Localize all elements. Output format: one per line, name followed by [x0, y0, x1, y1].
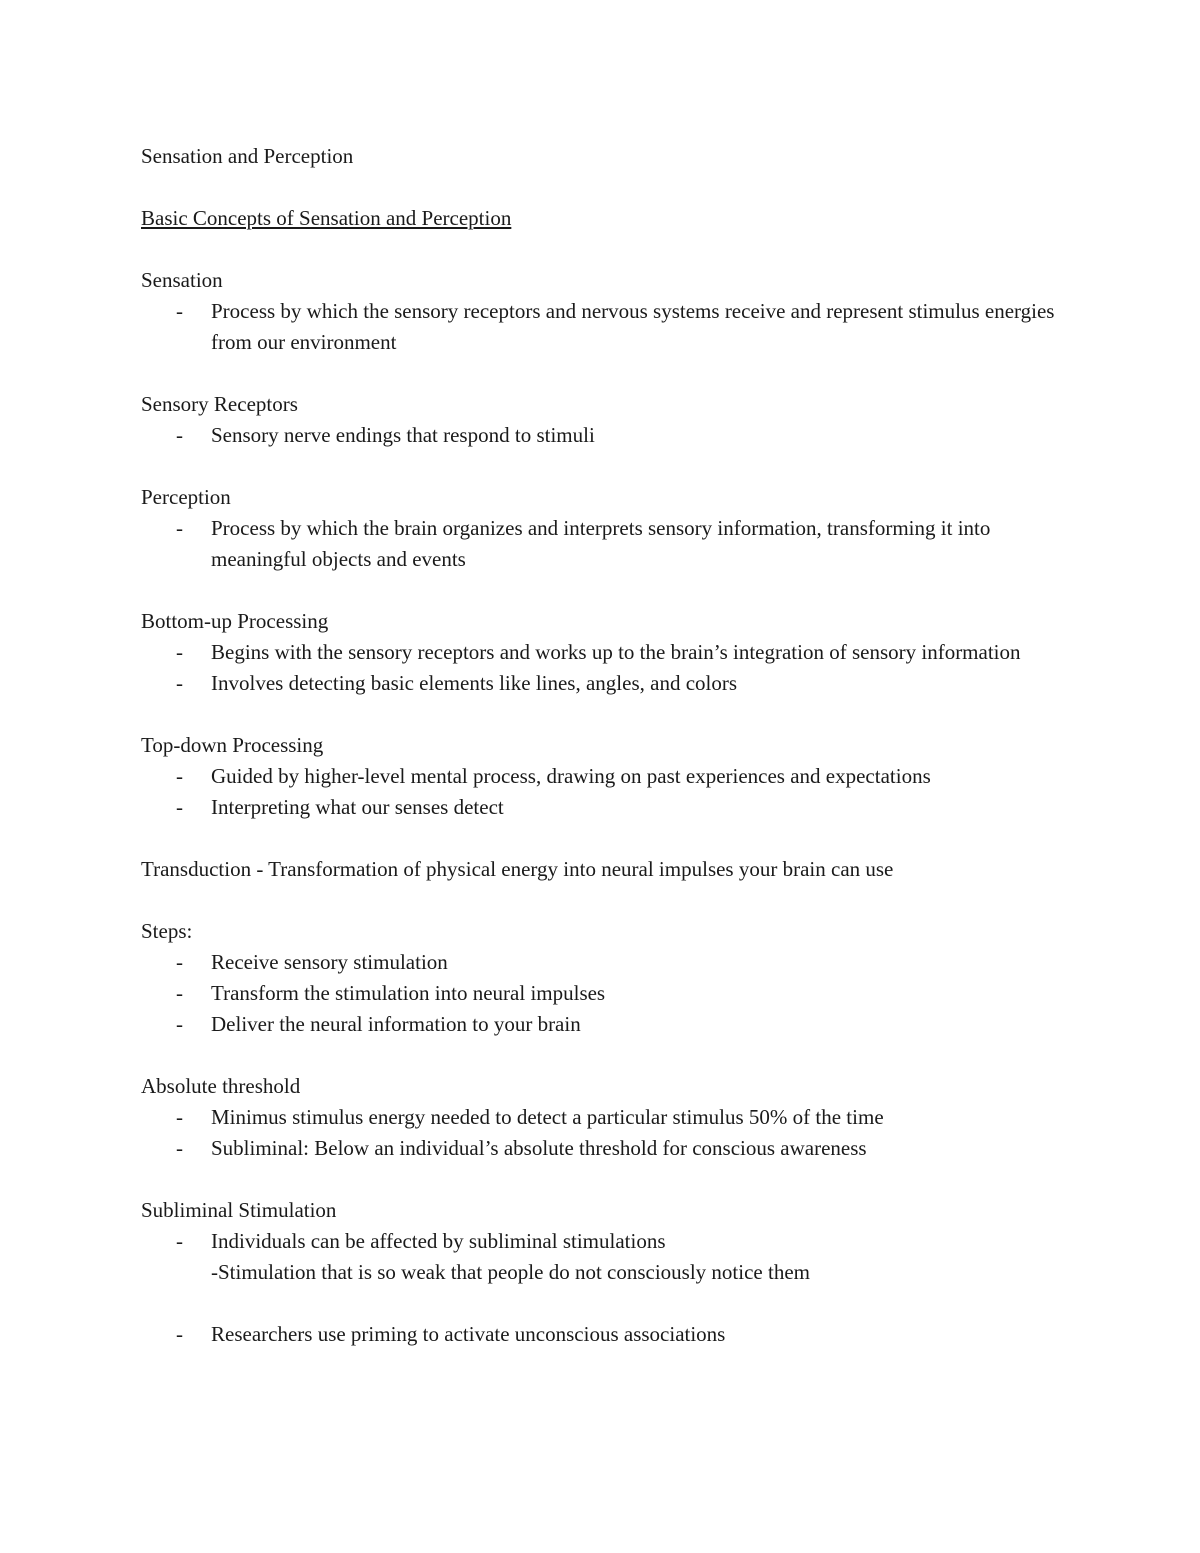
list-item: [141, 1319, 1061, 1350]
term-absolute-threshold: Absolute threshold: [141, 1074, 301, 1098]
bullet-text: Begins with the sensory receptors and works up to the brain’s integration of sensory information: [211, 640, 1021, 664]
list-item: [141, 296, 1061, 358]
bullet-dash: -: [176, 764, 183, 788]
list-item: [141, 420, 1061, 451]
bullet-text: Sensory nerve endings that respond to stimuli: [211, 423, 595, 447]
bullet-text: Researchers use priming to activate unconscious associations: [211, 1322, 726, 1346]
list-item: [141, 978, 1061, 1009]
bullet-text: Receive sensory stimulation: [211, 950, 448, 974]
sub-note: -Stimulation that is so weak that people do not consciously notice them: [211, 1260, 810, 1284]
term-steps: Steps:: [141, 919, 193, 943]
document-page: [141, 141, 1061, 1350]
term-sensory-receptors: Sensory Receptors: [141, 392, 298, 416]
bullet-dash: -: [176, 423, 183, 447]
list-item: [141, 1009, 1061, 1040]
section-heading: Basic Concepts of Sensation and Perception: [141, 206, 512, 230]
bullet-text: Individuals can be affected by subliminal stimulations: [211, 1229, 666, 1253]
list-item: [141, 1133, 1061, 1164]
bullet-dash: -: [176, 516, 183, 540]
list-item: [141, 1102, 1061, 1133]
bullet-dash: -: [176, 1136, 183, 1160]
bullet-text: Subliminal: Below an individual’s absolute threshold for conscious awareness: [211, 1136, 867, 1160]
bullet-text: Process by which the sensory receptors and nervous systems receive and represent stimulus energies from our environment: [211, 299, 1055, 354]
document-title: Sensation and Perception: [141, 144, 354, 168]
bullet-text: Minimus stimulus energy needed to detect a particular stimulus 50% of the time: [211, 1105, 884, 1129]
list-item: [141, 513, 1061, 575]
list-item: [141, 1226, 1061, 1257]
bullet-dash: -: [176, 299, 183, 323]
bullet-dash: -: [176, 1229, 183, 1253]
list-item: [141, 668, 1061, 699]
bullet-text: Involves detecting basic elements like lines, angles, and colors: [211, 671, 738, 695]
list-item: [141, 637, 1061, 668]
bullet-text: Interpreting what our senses detect: [211, 795, 504, 819]
list-item: [141, 761, 1061, 792]
bullet-dash: -: [176, 1105, 183, 1129]
bullet-text: Guided by higher-level mental process, drawing on past experiences and expectations: [211, 764, 931, 788]
list-item: [141, 947, 1061, 978]
term-perception: Perception: [141, 485, 231, 509]
term-top-down-processing: Top-down Processing: [141, 733, 324, 757]
term-sensation: Sensation: [141, 268, 223, 292]
bullet-dash: -: [176, 981, 183, 1005]
transduction-definition: Transduction - Transformation of physical energy into neural impulses your brain can use: [141, 857, 894, 881]
bullet-text: Transform the stimulation into neural impulses: [211, 981, 606, 1005]
bullet-dash: -: [176, 795, 183, 819]
bullet-dash: -: [176, 1322, 183, 1346]
bullet-text: Process by which the brain organizes and interprets sensory information, transforming it into meaningful objects and events: [211, 516, 991, 571]
list-item: [141, 792, 1061, 823]
bullet-dash: -: [176, 1012, 183, 1036]
bullet-text: Deliver the neural information to your brain: [211, 1012, 581, 1036]
term-bottom-up-processing: Bottom-up Processing: [141, 609, 329, 633]
bullet-dash: -: [176, 950, 183, 974]
bullet-dash: -: [176, 640, 183, 664]
bullet-dash: -: [176, 671, 183, 695]
term-subliminal-stimulation: Subliminal Stimulation: [141, 1198, 337, 1222]
